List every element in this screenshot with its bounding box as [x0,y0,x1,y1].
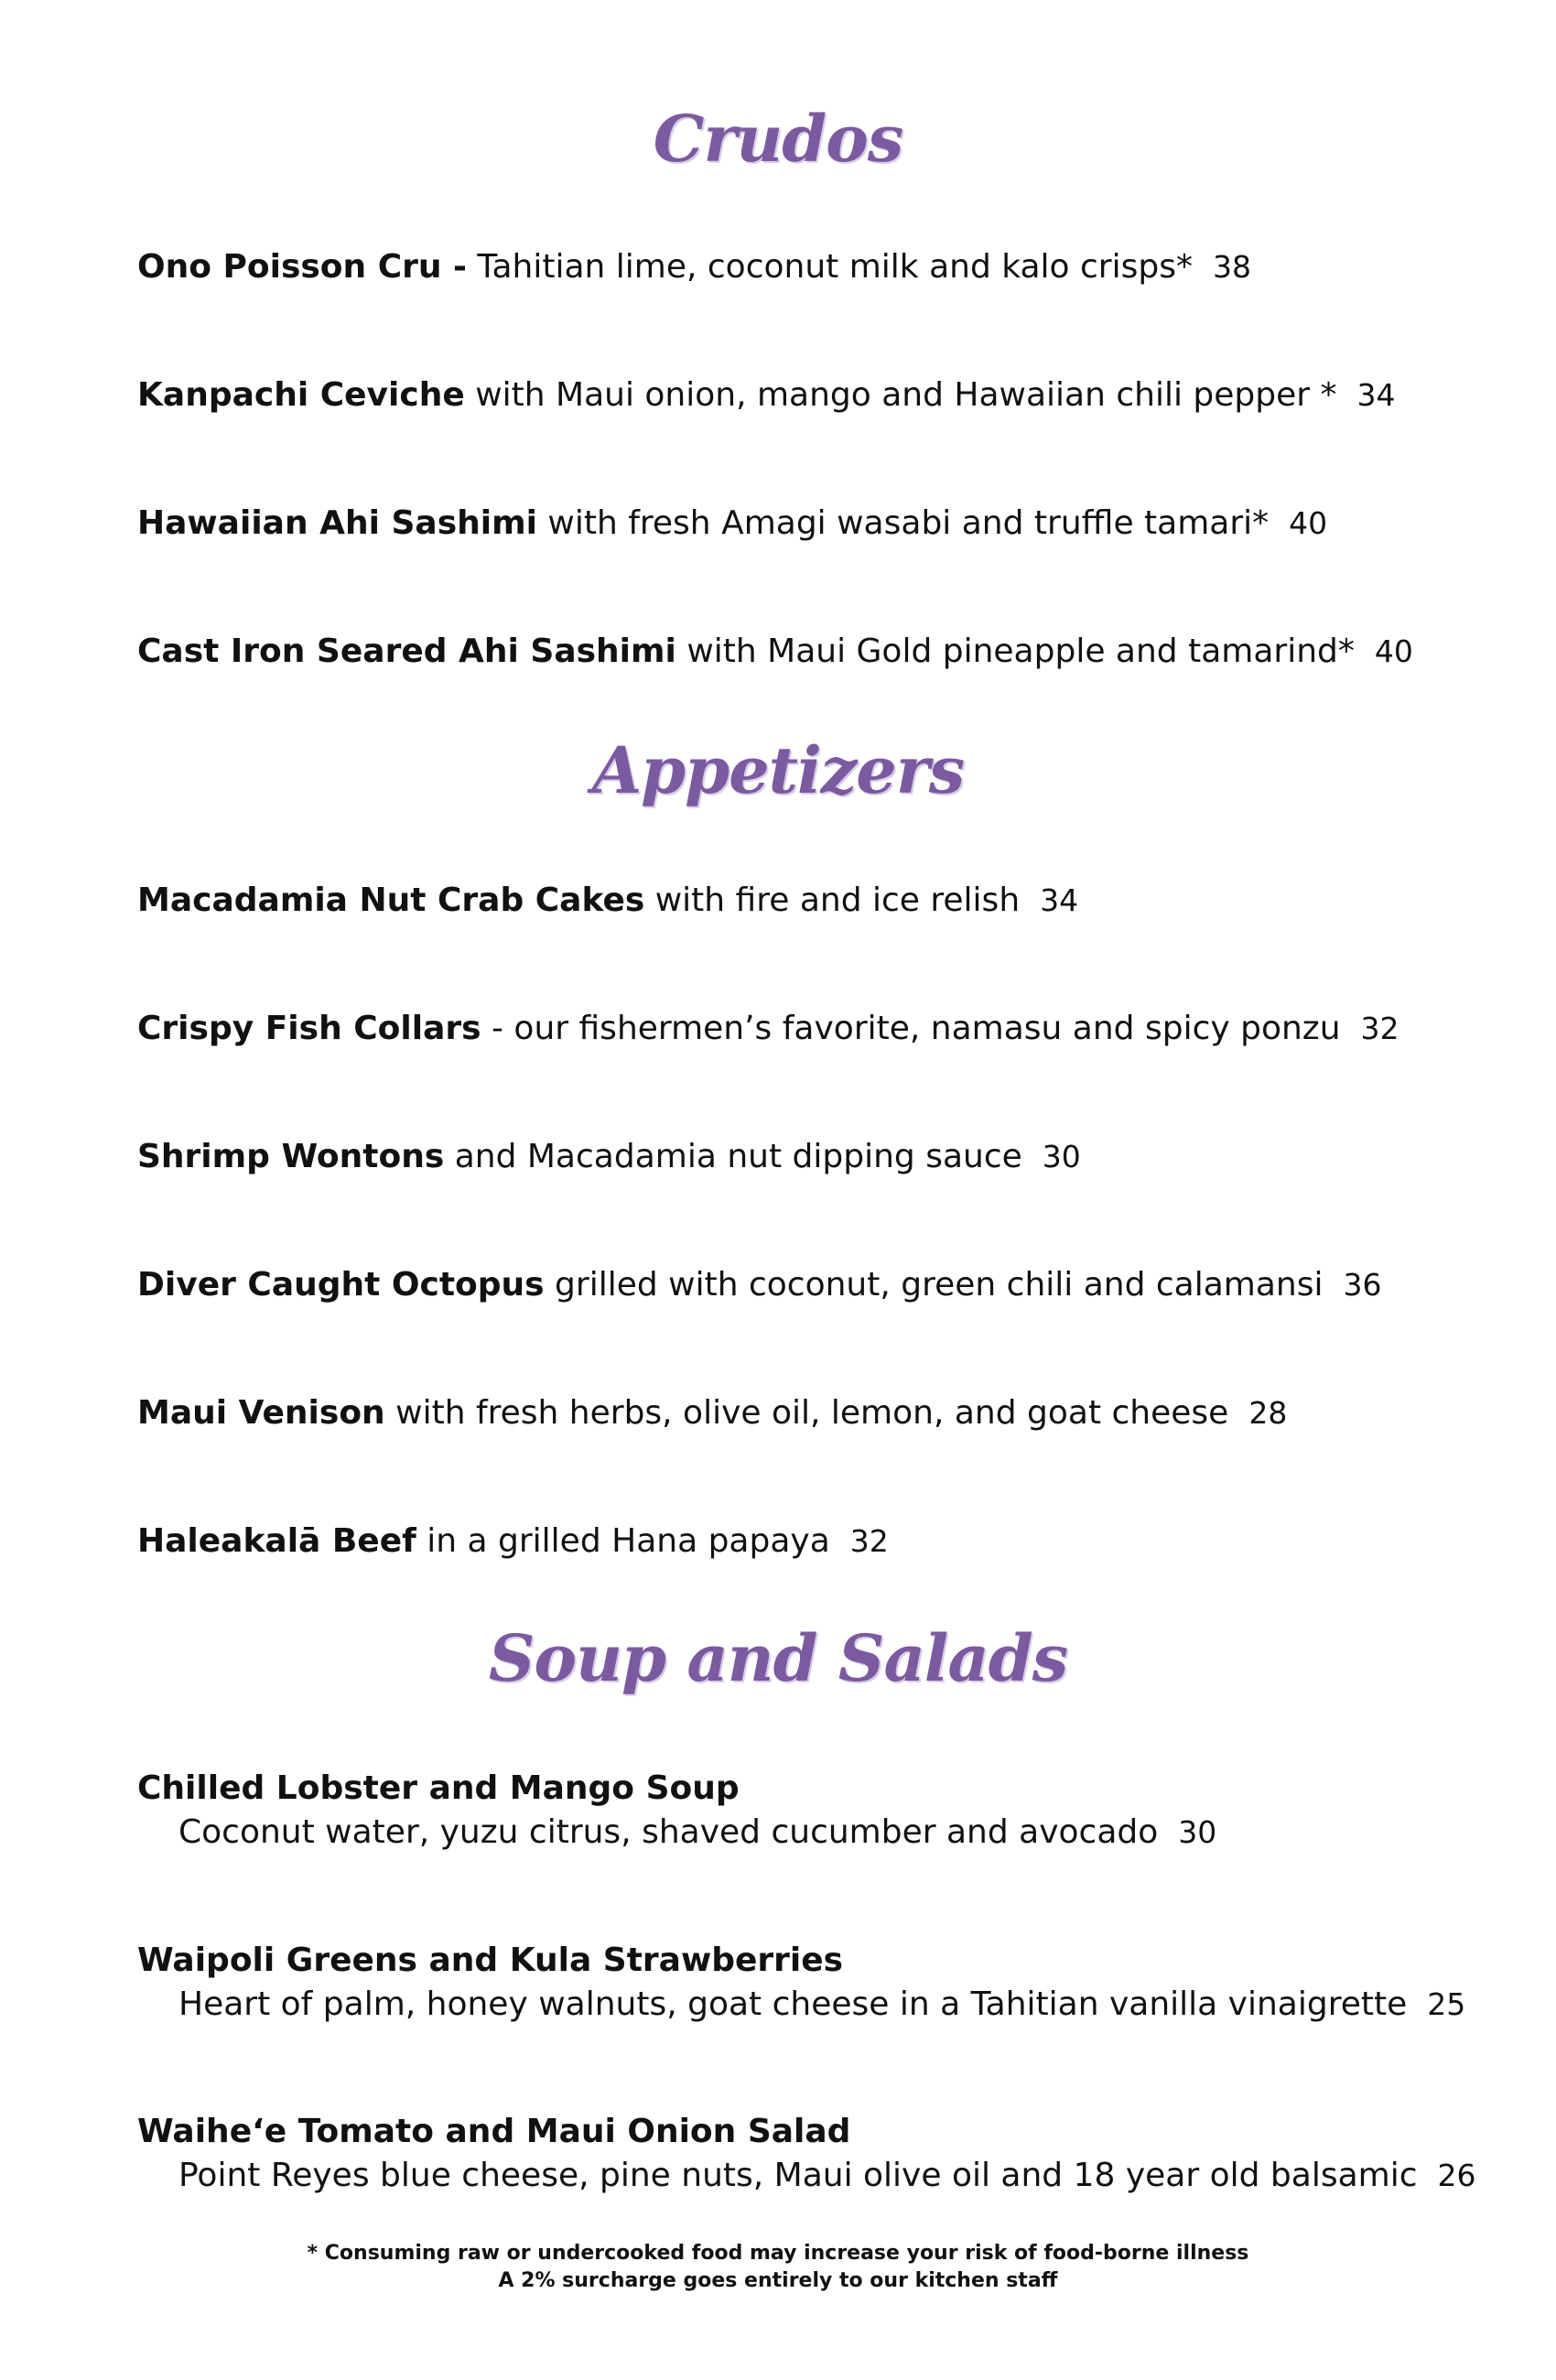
item-name: Macadamia Nut Crab Cakes [137,882,645,919]
item-name: Kanpachi Ceviche [137,376,465,414]
item-description: Tahitian lime, coconut milk and kalo crisps* [466,248,1193,286]
item-price: 26 [1437,2158,1476,2193]
menu-item [137,1007,1437,1051]
item-price: 40 [1289,505,1328,541]
menu-item [137,1520,1437,1563]
item-name: Shrimp Wontons [137,1138,445,1175]
item-price: 32 [849,1523,889,1559]
section-title-appetizers: Appetizers [591,732,965,808]
item-description: with fresh herbs, olive oil, lemon, and goat cheese [384,1394,1229,1432]
item-description: with fresh Amagi wasabi and truffle tamari* [536,504,1270,542]
section-title-soup-and-salads: Soup and Salads [488,1620,1068,1696]
menu-item [137,630,1437,674]
menu-item [137,1263,1437,1307]
item-price: 25 [1427,1986,1466,2022]
item-price: 28 [1248,1395,1288,1431]
item-name: Crispy Fish Collars [137,1010,481,1047]
item-name: Haleakalā Beef [137,1522,416,1560]
item-name: Chilled Lobster and Mango Soup [137,1769,740,1807]
item-price: 30 [1042,1139,1081,1174]
item-description: with fire and ice relish [644,882,1021,919]
item-description: Point Reyes blue cheese, pine nuts, Maui olive oil and 18 year old balsamic [178,2157,1418,2194]
item-description: Heart of palm, honey walnuts, goat cheese in a Tahitian vanilla vinaigrette [178,1985,1408,2023]
item-name: Diver Caught Octopus [137,1266,545,1304]
menu-item [137,2110,1476,2198]
section-title-crudos: Crudos [653,101,903,177]
item-description: with Maui Gold pineapple and tamarind* [675,633,1355,670]
menu-item [137,1939,1466,2027]
menu-item [137,502,1437,546]
item-price: 40 [1374,633,1413,669]
item-description: Coconut water, yuzu citrus, shaved cucumber and avocado [178,1813,1159,1851]
footer-surcharge-note: A 2% surcharge goes entirely to our kitchen staff [498,2269,1058,2292]
footer-raw-food-warning: * Consuming raw or undercooked food may increase your risk of food-borne illness [307,2242,1249,2265]
menu-item [137,373,1437,417]
menu-item [137,1767,1437,1855]
item-description: - our fishermen’s favorite, namasu and spicy ponzu [481,1010,1341,1047]
menu-item [137,245,1437,289]
item-name: Ono Poisson Cru - [137,248,467,286]
footer-notice [0,2240,1556,2295]
menu-item [137,1135,1437,1179]
item-price: 30 [1178,1814,1217,1850]
item-price: 34 [1040,882,1079,918]
item-price: 36 [1343,1267,1382,1303]
item-name: Waipoli Greens and Kula Strawberries [137,1942,844,1979]
item-price: 34 [1356,377,1396,413]
item-price: 38 [1212,249,1251,285]
item-description: and Macadamia nut dipping sauce [444,1138,1022,1175]
menu-item [137,879,1437,923]
item-name: Hawaiian Ahi Sashimi [137,504,537,542]
item-name: Cast Iron Seared Ahi Sashimi [137,633,676,670]
menu-item [137,1391,1437,1435]
item-name: Maui Venison [137,1394,385,1432]
item-price: 32 [1360,1011,1399,1046]
item-description: in a grilled Hana papaya [416,1522,830,1560]
item-description: with Maui onion, mango and Hawaiian chili pepper * [464,376,1337,414]
item-description: grilled with coconut, green chili and calamansi [544,1266,1324,1304]
item-name: Waihe‘e Tomato and Maui Onion Salad [137,2113,851,2150]
